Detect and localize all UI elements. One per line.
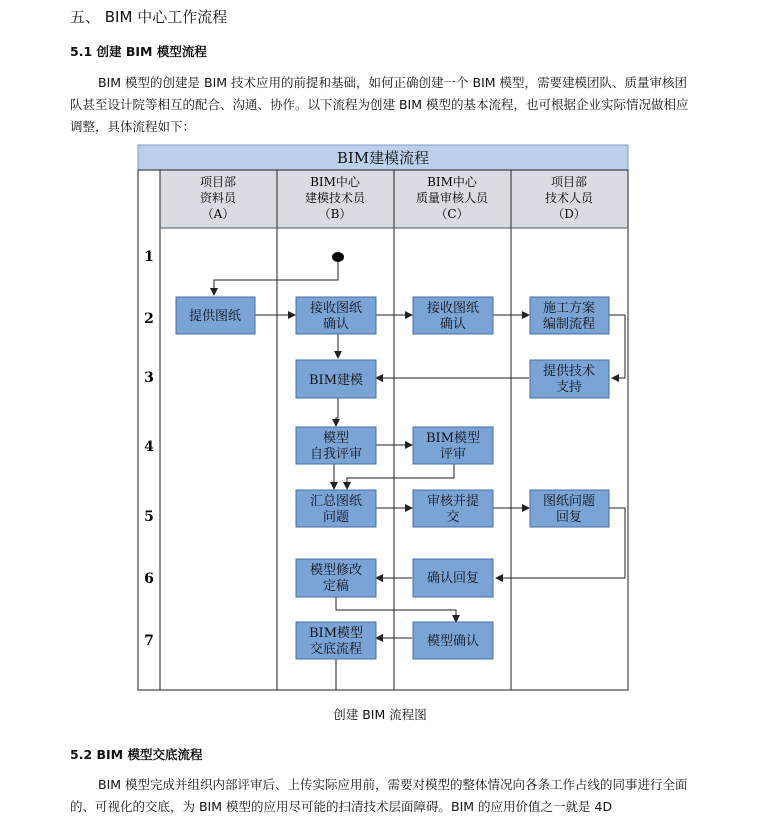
svg-text:BIM中心: BIM中心 bbox=[427, 175, 477, 189]
box-c6-label: 确认回复 bbox=[426, 571, 480, 586]
svg-text:资料员: 资料员 bbox=[199, 191, 237, 205]
paragraph-handover: BIM 模型完成并组织内部评审后、上传实际应用前，需要对模型的整体情况向各条工作占线的同事进行全面的、可视化的交底，为 BIM 模型的应用尽可能的扫清技术层面障碍。BIM 的应用价值之一就是 4D bbox=[70, 777, 688, 814]
box-b6-label: 模型修改 bbox=[309, 563, 363, 578]
svg-text:建模技术员: 建模技术员 bbox=[304, 191, 366, 205]
svg-text:技术人员: 技术人员 bbox=[544, 191, 594, 205]
subsection-title-5-2: 5.2 BIM 模型交底流程 bbox=[70, 747, 203, 762]
svg-text:质量审核人员: 质量审核人员 bbox=[415, 191, 489, 205]
box-b7-label: BIM模型 bbox=[309, 626, 363, 641]
subsection-title-5-1: 5.1 创建 BIM 模型流程 bbox=[70, 44, 207, 59]
box-d3-label-2: 支持 bbox=[555, 380, 583, 395]
box-b5-label-2: 问题 bbox=[322, 510, 350, 525]
svg-text:项目部: 项目部 bbox=[199, 175, 237, 189]
row-number: 4 bbox=[144, 439, 154, 455]
svg-text:（D）: （D） bbox=[552, 207, 586, 221]
column-header-a bbox=[200, 175, 237, 221]
box-b3-label: BIM建模 bbox=[309, 373, 363, 388]
svg-text:项目部: 项目部 bbox=[550, 175, 588, 189]
box-d5-label-2: 回复 bbox=[555, 510, 583, 525]
box-d2-label-2: 编制流程 bbox=[542, 317, 596, 332]
svg-text:（A）: （A） bbox=[201, 207, 235, 221]
start-node bbox=[332, 252, 344, 262]
box-b4-label-2: 自我评审 bbox=[309, 447, 363, 462]
box-b4-label: 模型 bbox=[322, 431, 350, 446]
box-c4-label: BIM模型 bbox=[426, 431, 480, 446]
box-d5-label: 图纸问题 bbox=[542, 494, 596, 509]
box-c5-label: 审核并提 bbox=[426, 494, 480, 509]
svg-text:（B）: （B） bbox=[318, 207, 352, 221]
box-c5-label-2: 交 bbox=[446, 510, 460, 525]
figure-caption: 创建 BIM 流程图 bbox=[333, 707, 427, 722]
row-number: 5 bbox=[144, 509, 154, 525]
box-d3-label: 提供技术 bbox=[542, 364, 596, 379]
box-c4-label-2: 评审 bbox=[439, 447, 467, 462]
box-b7-label-2: 交底流程 bbox=[309, 642, 363, 657]
box-b5-label: 汇总图纸 bbox=[309, 494, 363, 509]
box-c2-label: 接收图纸 bbox=[426, 301, 480, 316]
flowchart-title: BIM建模流程 bbox=[336, 149, 430, 167]
box-c2-label-2: 确认 bbox=[439, 317, 467, 332]
row-number: 3 bbox=[144, 370, 154, 386]
box-a2-label: 提供图纸 bbox=[188, 309, 242, 324]
row-number: 2 bbox=[144, 311, 154, 327]
box-b2-label: 接收图纸 bbox=[309, 301, 363, 316]
row-number: 7 bbox=[144, 633, 154, 649]
svg-text:（C）: （C） bbox=[435, 207, 469, 221]
svg-text:BIM中心: BIM中心 bbox=[310, 175, 360, 189]
row-number: 1 bbox=[144, 249, 154, 265]
box-b2-label-2: 确认 bbox=[322, 317, 350, 332]
row-number: 6 bbox=[144, 571, 154, 587]
paragraph-intro: BIM 模型的创建是 BIM 技术应用的前提和基础，如何正确创建一个 BIM 模型，需要建模团队、质量审核团队甚至设计院等相互的配合、沟通、协作。以下流程为创建 BIM 模型的基本流程，也可根据企业实际情况做相应调整，具体流程如下： bbox=[70, 75, 689, 134]
section-title: 五、 BIM 中心工作流程 bbox=[70, 8, 228, 26]
flowchart-frame bbox=[138, 170, 628, 690]
box-b6-label-2: 定稿 bbox=[322, 579, 350, 594]
box-c7-label: 模型确认 bbox=[426, 634, 480, 649]
box-d2-label: 施工方案 bbox=[542, 301, 596, 316]
